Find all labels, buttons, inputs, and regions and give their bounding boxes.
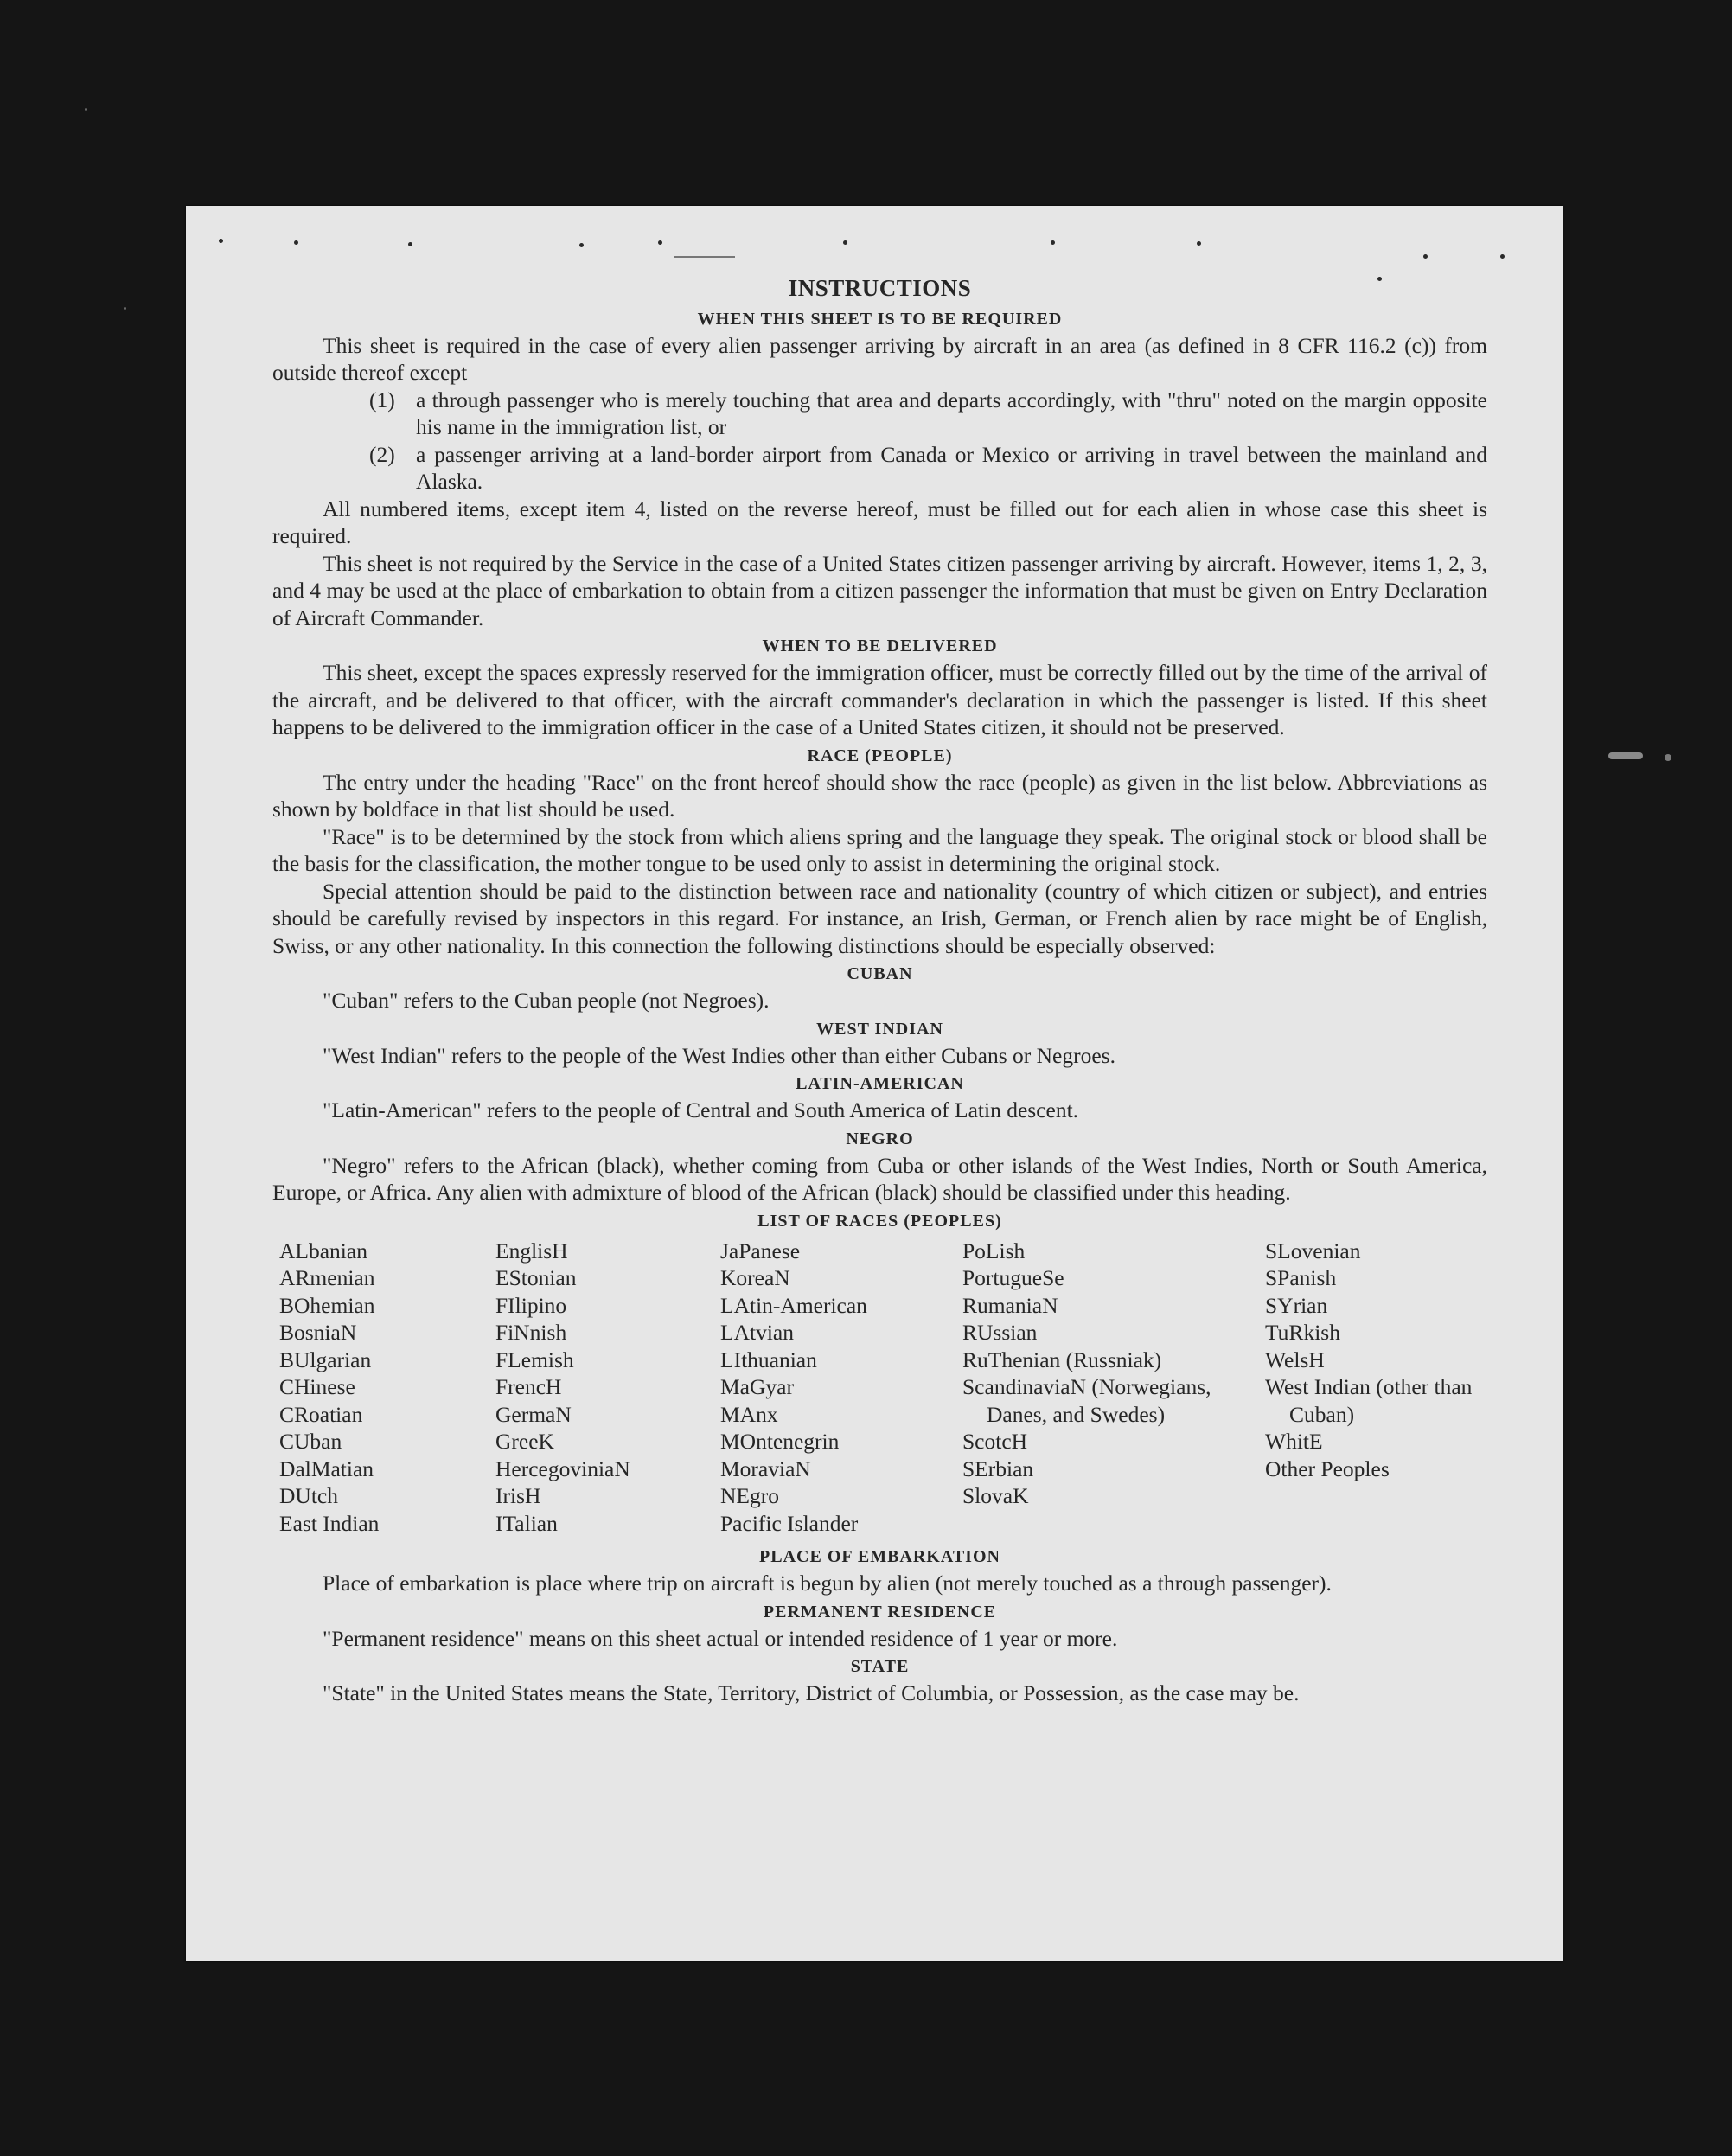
race-entry: MaGyar (720, 1374, 794, 1399)
required-intro: This sheet is required in the case of every alien passenger arriving by aircraft in an area (as defined in 8 CFR 116.2 (c)) from outside thereof except (272, 332, 1487, 385)
scan-speck (579, 243, 584, 247)
item-number: (2) (369, 441, 395, 467)
race-entry: Other Peoples (1265, 1455, 1390, 1481)
race-entry: FrencH (495, 1374, 562, 1399)
race-entry: West Indian (other than Cuban) (1265, 1374, 1473, 1427)
latin-american-text: "Latin-American" refers to the people of Central and South America of Latin descent. (323, 1097, 1079, 1123)
embarkation-text: Place of embarkation is place where trip on aircraft is begun by alien (not merely touched as a through passenger). (323, 1571, 1332, 1596)
race-entry: LAtvian (720, 1320, 794, 1345)
section-heading-delivered: WHEN TO BE DELIVERED (762, 637, 998, 656)
race-entry: RumaniaN (962, 1292, 1058, 1318)
delivered-text: This sheet, except the spaces expressly reserved for the immigration officer, must be correctly filled out by the time of the arrival of the aircraft, and be delivered to that officer, with the aircraft commander's declaration in which the passenger is listed. If this sheet happens to be delivered to the immigration officer in the case of a United States citizen, it should not be preserved. (272, 660, 1487, 739)
race-para-1: The entry under the heading "Race" on the front hereof should show the race (people) as given in the list below. Abbreviations as shown by boldface in that list should be used. (272, 769, 1487, 822)
item-text: a passenger arriving at a land-border airport from Canada or Mexico or arriving in travel between the mainland and Alaska. (416, 441, 1487, 494)
section-heading-embarkation: PLACE OF EMBARKATION (759, 1547, 1000, 1566)
race-entry: ScandinaviaN (Norwegians, Danes, and Swedes) (962, 1374, 1211, 1427)
race-entry: LAtin-American (720, 1292, 867, 1318)
section-heading-residence: PERMANENT RESIDENCE (763, 1602, 997, 1622)
races-column-4 (962, 1238, 1265, 1538)
race-entry: PoLish (962, 1238, 1026, 1264)
section-heading-required: WHEN THIS SHEET IS TO BE REQUIRED (697, 309, 1063, 329)
race-entry: HercegoviniaN (495, 1455, 630, 1481)
race-entry: ARmenian (279, 1265, 375, 1290)
residence-text: "Permanent residence" means on this sheet actual or intended residence of 1 year or more. (323, 1625, 1118, 1651)
scan-speck (408, 242, 412, 246)
scan-speck (843, 240, 847, 245)
race-entry: SErbian (962, 1455, 1034, 1481)
negro-text: "Negro" refers to the African (black), whether coming from Cuba or other islands of the West Indies, North or South America, Europe, or Africa. Any alien with admixture of blood of the African (black) should be classified under this heading. (272, 1152, 1487, 1205)
race-entry: CUban (279, 1429, 342, 1454)
section-heading-list: LIST OF RACES (PEOPLES) (757, 1211, 1002, 1231)
document-page (186, 206, 1563, 1961)
race-entry: NEgro (720, 1483, 779, 1508)
scan-speck (294, 240, 298, 245)
scan-speck (1665, 754, 1671, 761)
race-entry: WelsH (1265, 1347, 1325, 1372)
race-entry: SLovenian (1265, 1238, 1361, 1264)
race-entry: EStonian (495, 1265, 577, 1290)
section-heading-state: STATE (850, 1657, 910, 1676)
scan-speck (1051, 240, 1055, 245)
race-entry: PortugueSe (962, 1265, 1064, 1290)
instructions-content (272, 275, 1487, 1707)
race-entry: RUssian (962, 1320, 1038, 1345)
race-entry: ALbanian (279, 1238, 367, 1264)
race-entry: MAnx (720, 1401, 778, 1427)
section-heading-west-indian: WEST INDIAN (816, 1019, 943, 1039)
race-entry: RuThenian (Russniak) (962, 1347, 1162, 1372)
section-heading-latin-american: LATIN-AMERICAN (796, 1074, 964, 1093)
scan-speck (1423, 254, 1428, 259)
section-heading-cuban: CUBAN (847, 964, 913, 983)
race-entry: FLemish (495, 1347, 574, 1372)
races-column-5 (1265, 1238, 1494, 1538)
race-entry: IrisH (495, 1483, 541, 1508)
race-entry: DUtch (279, 1483, 338, 1508)
required-para-2: All numbered items, except item 4, listed on the reverse hereof, must be filled out for each alien in whose case this sheet is required. (272, 496, 1487, 548)
race-entry: BOhemian (279, 1292, 375, 1318)
race-entry: SlovaK (962, 1483, 1029, 1508)
item-text: a through passenger who is merely touching that area and departs accordingly, with "thru" noted on the margin opposite his name in the immigration list, or (416, 387, 1487, 439)
scan-speck (1197, 241, 1201, 246)
exception-item-2 (369, 441, 1487, 496)
race-para-2: "Race" is to be determined by the stock from which aliens spring and the language they speak. The original stock or blood shall be the basis for the classification, the mother tongue to be used only to assist in determining the original stock. (272, 823, 1487, 876)
race-entry: DalMatian (279, 1455, 374, 1481)
race-entry: CHinese (279, 1374, 355, 1399)
race-para-3: Special attention should be paid to the distinction between race and nationality (country of which citizen or subject), and entries should be carefully revised by inspectors in this regard. For instance, an Irish, German, or French alien by race might be of English, Swiss, or any other nationality. In this connection the following distinctions should be especially observed: (272, 878, 1487, 958)
scan-speck (658, 240, 662, 245)
cuban-text: "Cuban" refers to the Cuban people (not Negroes). (323, 988, 770, 1013)
race-entry: EnglisH (495, 1238, 568, 1264)
west-indian-text: "West Indian" refers to the people of the West Indies other than either Cubans or Negroes. (323, 1042, 1115, 1068)
exception-item-1 (369, 387, 1487, 441)
race-entry: KoreaN (720, 1265, 790, 1290)
scan-speck (219, 239, 223, 243)
scan-speck (1500, 254, 1505, 259)
scan-speck (1608, 752, 1643, 759)
scan-line (674, 256, 735, 258)
race-entry: MOntenegrin (720, 1429, 840, 1454)
scan-speck (85, 108, 87, 111)
race-entry: WhitE (1265, 1429, 1323, 1454)
race-entry: FiNnish (495, 1320, 567, 1345)
race-entry: ITalian (495, 1510, 558, 1536)
race-entry: GreeK (495, 1429, 554, 1454)
item-number: (1) (369, 387, 395, 413)
race-entry: BosniaN (279, 1320, 357, 1345)
races-column-1 (279, 1238, 495, 1538)
scan-speck (124, 307, 126, 310)
state-text: "State" in the United States means the State, Territory, District of Columbia, or Possession, as the case may be. (323, 1680, 1300, 1705)
race-entry: FIlipino (495, 1292, 567, 1318)
required-para-3: This sheet is not required by the Service in the case of a United States citizen passenger arriving by aircraft. However, items 1, 2, 3, and 4 may be used at the place of embarkation to obtain from a citizen passenger the information that must be given on Entry Declaration of Aircraft Commander. (272, 550, 1487, 630)
race-entry: Pacific Islander (720, 1510, 859, 1536)
race-entry: ScotcH (962, 1429, 1028, 1454)
races-column-3 (720, 1238, 962, 1538)
races-column-2 (495, 1238, 720, 1538)
race-entry: LIthuanian (720, 1347, 817, 1372)
race-entry: TuRkish (1265, 1320, 1340, 1345)
race-entry: SYrian (1265, 1292, 1328, 1318)
race-entry: CRoatian (279, 1401, 363, 1427)
race-entry: SPanish (1265, 1265, 1337, 1290)
section-heading-negro: NEGRO (846, 1129, 914, 1148)
race-entry: East Indian (279, 1510, 380, 1536)
race-entry: MoraviaN (720, 1455, 811, 1481)
race-entry: BUlgarian (279, 1347, 372, 1372)
page-title: INSTRUCTIONS (788, 275, 972, 301)
race-entry: JaPanese (720, 1238, 801, 1264)
races-list (279, 1238, 1487, 1538)
race-entry: GermaN (495, 1401, 572, 1427)
section-heading-race: RACE (PEOPLE) (807, 745, 953, 765)
